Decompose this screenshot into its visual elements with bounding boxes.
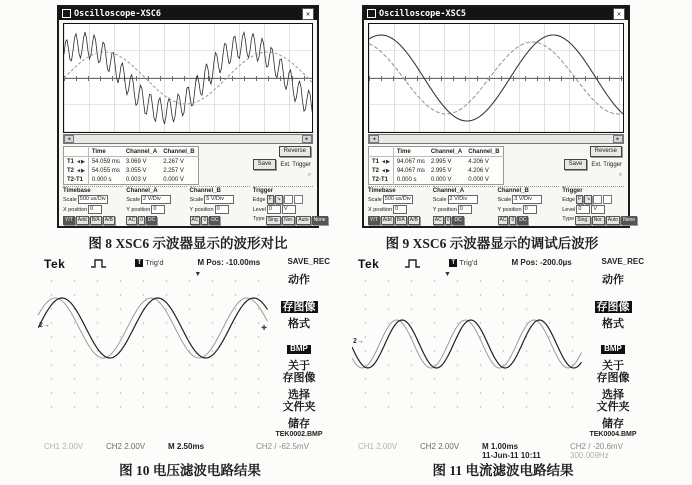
pulse-icon [91,259,107,268]
waveform-plot [64,24,313,132]
cursor-arrows-icon[interactable]: ◄▶ [381,158,390,165]
timebase-scale-input[interactable]: 500 us/Div [79,196,106,202]
ch2-scale-readout: CH2 2.00V [106,441,146,451]
col-channel-b: Channel_B [160,147,198,157]
y-position-input[interactable]: 0 [458,205,472,214]
scale-label: Scale [63,196,77,203]
channel2-marker: 2→ [353,338,364,345]
pulse-icon [405,259,421,268]
ac-button[interactable]: AC [191,217,199,223]
scope-scrollbar[interactable] [368,134,624,144]
zero-button[interactable]: 0 [203,217,207,223]
timebase-readout: M 2.50ms [168,441,205,451]
oscilloscope-window-xsc5 [362,5,636,228]
trigger-group [252,186,326,225]
scope-display [63,23,313,133]
cursor-t2-label: T2 [67,167,75,174]
x-position-label: X position [368,206,393,213]
type-label: Type [252,216,265,222]
trigger-source-b-button[interactable] [603,195,612,204]
tek-scope-capture-fig11 [352,257,648,460]
channel-b-group [498,186,560,225]
channel-b-scale-input[interactable]: 5 V/Div [204,195,234,204]
level-input[interactable]: 0 [576,205,590,214]
reverse-button[interactable]: Reverse [279,146,311,157]
group-title: Channel_B [189,188,221,194]
yt-button[interactable]: Y/T [65,217,73,223]
level-input[interactable]: 0 [267,205,281,214]
single-button[interactable]: Sing. [267,217,280,223]
ac-button[interactable]: AC [499,217,507,223]
scope-readout-bar [352,442,648,460]
menu-item-about-line1[interactable]: 关于 [602,359,624,372]
zero-button[interactable]: 0 [140,217,143,223]
trigger-status-label: Trig'd [459,258,478,267]
trigger-position-arrow-icon: ▼ [194,272,202,278]
dc-button[interactable]: DC [211,217,219,223]
trigger-source-a-button[interactable] [284,195,293,204]
y-position-label: Y position [189,206,214,213]
cursor-t2-label: T2 [372,167,380,174]
edge-rising-button[interactable]: F [268,196,272,202]
level-label: Level [252,206,266,213]
dc-button[interactable]: DC [147,217,156,223]
menu-item-select-line1[interactable]: 选择 [602,388,624,401]
normal-button[interactable]: Nor. [284,217,294,223]
scope-status-bar [352,257,648,272]
menu-item-folder-line2[interactable]: 文件夹 [596,400,630,413]
ch2-scale-readout: CH2 2.00V [420,441,460,451]
delta-time: 0.000 s [396,176,417,183]
t1-channel-b: 4.206 V [468,158,489,165]
x-position-label: X position [63,206,88,213]
cursor-arrows-icon[interactable]: ◄▶ [381,167,390,174]
table-header [369,147,504,157]
ac-button[interactable]: AC [128,217,136,223]
t1-time: 94.067 ms [396,158,425,165]
saved-filename: TEK0002.BMP [275,431,323,439]
type-label: Type [562,216,575,222]
scroll-right-icon[interactable]: ► [613,135,623,143]
edge-falling-button[interactable]: ↘ [586,196,591,202]
col-channel-a: Channel_A [428,147,465,157]
dc-button[interactable]: DC [519,217,527,223]
t2-channel-a: 2.995 V [430,167,452,174]
scope-controls [368,186,636,225]
trigger-badge-icon: T [135,259,143,267]
add-button[interactable]: Add [382,217,392,223]
scope-display [368,23,624,133]
timebase-group [63,186,123,225]
measurement-table [368,146,504,185]
delta-channel-a: 0.000 V [430,176,452,183]
ch1-scale-readout: CH1 2.00V [358,441,398,451]
menu-title: SAVE_REC [287,257,330,266]
tek-scope-capture-fig10 [38,257,334,453]
t2-time: 94.067 ms [396,167,425,174]
t2-channel-b: 2.257 V [163,167,184,174]
frequency-readout: 300.009Hz [570,450,609,460]
scope-screen [38,272,268,412]
scroll-right-icon[interactable]: ► [302,135,312,143]
single-button[interactable]: Sing. [577,217,589,223]
window-titlebar[interactable] [364,7,628,20]
t2-time: 54.055 ms [91,167,120,174]
menu-item-about-line1[interactable]: 关于 [288,359,310,372]
table-row [369,157,504,167]
window-title: Oscilloscope-XSC5 [379,8,466,19]
trigger-group [562,186,636,225]
menu-item-bmp[interactable]: BMP [601,345,625,354]
zero-button[interactable]: 0 [511,217,515,223]
menu-item-about-line2[interactable]: 存图像 [282,371,316,384]
delta-time: 0.000 s [91,176,112,183]
window-icon [367,9,376,18]
x-position-input[interactable]: 0 [88,205,102,214]
saved-filename: TEK0004.BMP [589,431,637,439]
col-time: Time [88,147,123,157]
none-button[interactable]: None [623,217,636,223]
waveform-plot [352,272,582,412]
scroll-left-icon[interactable]: ◄ [369,135,379,143]
auto-button[interactable]: Auto [298,217,309,223]
reverse-button[interactable]: Reverse [590,146,622,157]
delta-channel-a: 0.003 V [125,176,147,183]
ba-button[interactable]: B/A [91,217,100,223]
scroll-left-icon[interactable]: ◄ [64,135,74,143]
trigger-source-a-button[interactable] [593,195,602,204]
edge-falling-button[interactable]: ↘ [276,196,281,202]
tek-logo: Tek [44,257,66,271]
measurement-readout [368,146,624,185]
col-channel-a: Channel_A [123,147,160,157]
ext-trigger-label: Ext. Trigger [591,161,622,168]
ext-trigger-connector-icon[interactable]: ○ [307,172,311,178]
auto-button[interactable]: Auto [607,217,619,223]
channel-a-group [433,186,495,225]
channel-a-group [126,186,186,225]
ab-button[interactable]: A/B [409,217,418,223]
edge-label: Edge [252,196,266,203]
ac-button[interactable]: AC [434,217,442,223]
save-button[interactable]: Save [564,159,588,170]
add-button[interactable]: Add [77,217,87,223]
waveform-plot [369,24,624,132]
right-edge-marker-icon: ✚ [261,325,267,332]
ext-trigger-connector-icon[interactable]: ○ [618,172,622,178]
cursor-t1-label: T1 [372,158,380,165]
y-position-label: Y position [497,206,522,213]
figure-10-caption: 图 10 电压滤波电路结果 [119,463,261,478]
oscilloscope-window-xsc6 [57,5,326,228]
t1-channel-b: 2.267 V [163,158,184,165]
group-title: Channel_B [497,188,529,194]
table-row [369,175,504,185]
trigger-status [449,258,477,267]
trigger-source-b-button[interactable] [294,195,303,204]
cursor-t1-label: T1 [67,158,75,165]
window-title: Oscilloscope-XSC6 [74,8,161,19]
ba-button[interactable]: B/A [396,217,405,223]
scale-label: Scale [126,196,141,203]
save-button[interactable]: Save [253,159,277,170]
menu-item-bmp[interactable]: BMP [287,345,311,354]
table-row [369,166,504,175]
channel-b-scale-input[interactable]: 3 V/Div [512,195,542,204]
table-row [64,157,199,167]
edge-label: Edge [562,196,576,203]
menu-item-save-image[interactable]: 存图像 [596,301,630,314]
tek-logo: Tek [358,257,380,271]
softkey-menu [582,272,644,439]
menu-item-select-line1[interactable]: 选择 [288,388,310,401]
menu-item-folder-line2[interactable]: 文件夹 [282,400,316,413]
menu-item-format[interactable]: 格式 [288,318,310,331]
y-position-input[interactable]: 0 [151,205,165,214]
normal-button[interactable]: Nor. [593,217,603,223]
m-position-readout: M Pos: -10.00ms [197,258,261,267]
channel-a-scale-input[interactable]: 2 V/Div [448,195,478,204]
group-title: Trigger [562,188,583,194]
menu-item-about-line2[interactable]: 存图像 [596,371,630,384]
level-unit-select[interactable]: V [591,205,605,214]
figure-8-caption: 图 8 XSC6 示波器显示的波形对比 [88,236,288,251]
table-row [64,175,199,185]
t1-channel-a: 3.069 V [125,158,147,165]
measurement-readout [63,146,313,185]
t1-time: 54.059 ms [91,158,120,165]
trigger-status-label: Trig'd [145,258,164,267]
scope-status-bar [38,257,334,272]
menu-item-save-image[interactable]: 存图像 [282,301,316,314]
scope-controls [63,186,326,225]
close-icon[interactable]: ✕ [613,8,625,20]
trigger-badge-icon: T [449,259,457,267]
menu-item-format[interactable]: 格式 [602,318,624,331]
ext-trigger-label: Ext. Trigger [280,161,311,168]
date-readout: 11-Jun-11 10:11 [482,450,541,460]
scale-label: Scale [432,196,447,203]
cursor-delta-label: T2-T1 [372,176,389,183]
level-unit-select[interactable]: V [282,205,296,214]
y-position-label: Y position [432,206,457,213]
menu-item-action[interactable]: 动作 [288,274,310,286]
y-position-label: Y position [126,206,151,213]
scale-label: Scale [497,196,512,203]
table-row [64,166,199,175]
yt-button[interactable]: Y/T [370,217,378,223]
waveform-plot [38,272,268,412]
cursor-delta-label: T2-T1 [67,176,84,183]
none-button[interactable]: None [313,217,326,223]
window-titlebar[interactable] [59,7,317,20]
table-header [64,147,199,157]
figure-9-caption: 图 9 XSC6 示波器显示的调试后波形 [385,236,599,251]
delta-channel-b: 0.000 V [163,176,184,183]
softkey-menu [268,272,330,439]
group-title: Timebase [368,188,396,194]
group-title: Channel_A [126,188,158,194]
x-position-input[interactable]: 0 [393,205,407,214]
menu-title: SAVE_REC [601,257,644,266]
trigger-status [135,258,163,267]
timebase-group [368,186,430,225]
menu-item-action[interactable]: 动作 [602,274,624,286]
scale-label: Scale [189,196,204,203]
group-title: Channel_A [432,188,465,194]
trigger-readout: CH2 / -62.5mV [256,441,309,451]
timebase-scale-input[interactable]: 500 us/Div [384,196,411,202]
trigger-position-arrow-icon: ▼ [444,272,451,278]
timebase-readout: M 1.00ms [482,441,519,451]
ab-button[interactable]: A/B [104,217,113,223]
dc-button[interactable]: DC [454,217,462,223]
t2-channel-b: 4.206 V [468,167,489,174]
m-position-readout: M Pos: -200.0µs [511,258,572,267]
measurement-table [63,146,199,185]
menu-item-store[interactable]: 储存 [288,417,310,430]
ch1-scale-readout: CH1 2.00V [44,441,84,451]
col-time: Time [393,147,428,157]
col-channel-b: Channel_B [465,147,503,157]
group-title: Trigger [252,188,274,194]
figure-11-caption: 图 11 电流滤波电路结果 [432,463,574,478]
scale-label: Scale [368,196,382,203]
close-icon[interactable]: ✕ [302,8,314,20]
t2-channel-a: 3.055 V [125,167,147,174]
scope-readout-bar [38,442,334,451]
channel-a-scale-input[interactable]: 2 V/Div [141,195,171,204]
scope-screen [352,272,582,412]
edge-rising-button[interactable]: F [578,196,582,202]
t1-channel-a: 2.995 V [430,158,452,165]
cursor-arrows-icon[interactable]: ◄▶ [76,158,85,165]
cursor-arrows-icon[interactable]: ◄▶ [76,167,85,174]
delta-channel-b: 0.000 V [468,176,489,183]
channel2-marker: 2→ [39,322,50,329]
y-position-input[interactable]: 0 [523,205,537,214]
group-title: Timebase [63,188,91,194]
zero-button[interactable]: 0 [446,217,450,223]
menu-item-store[interactable]: 储存 [602,417,624,430]
trigger-readout: CH2 / -20.6mV [570,441,623,451]
window-icon [62,9,71,18]
scope-scrollbar[interactable] [63,134,313,144]
level-label: Level [562,206,576,213]
y-position-input[interactable]: 0 [215,205,229,214]
channel-b-group [190,186,250,225]
